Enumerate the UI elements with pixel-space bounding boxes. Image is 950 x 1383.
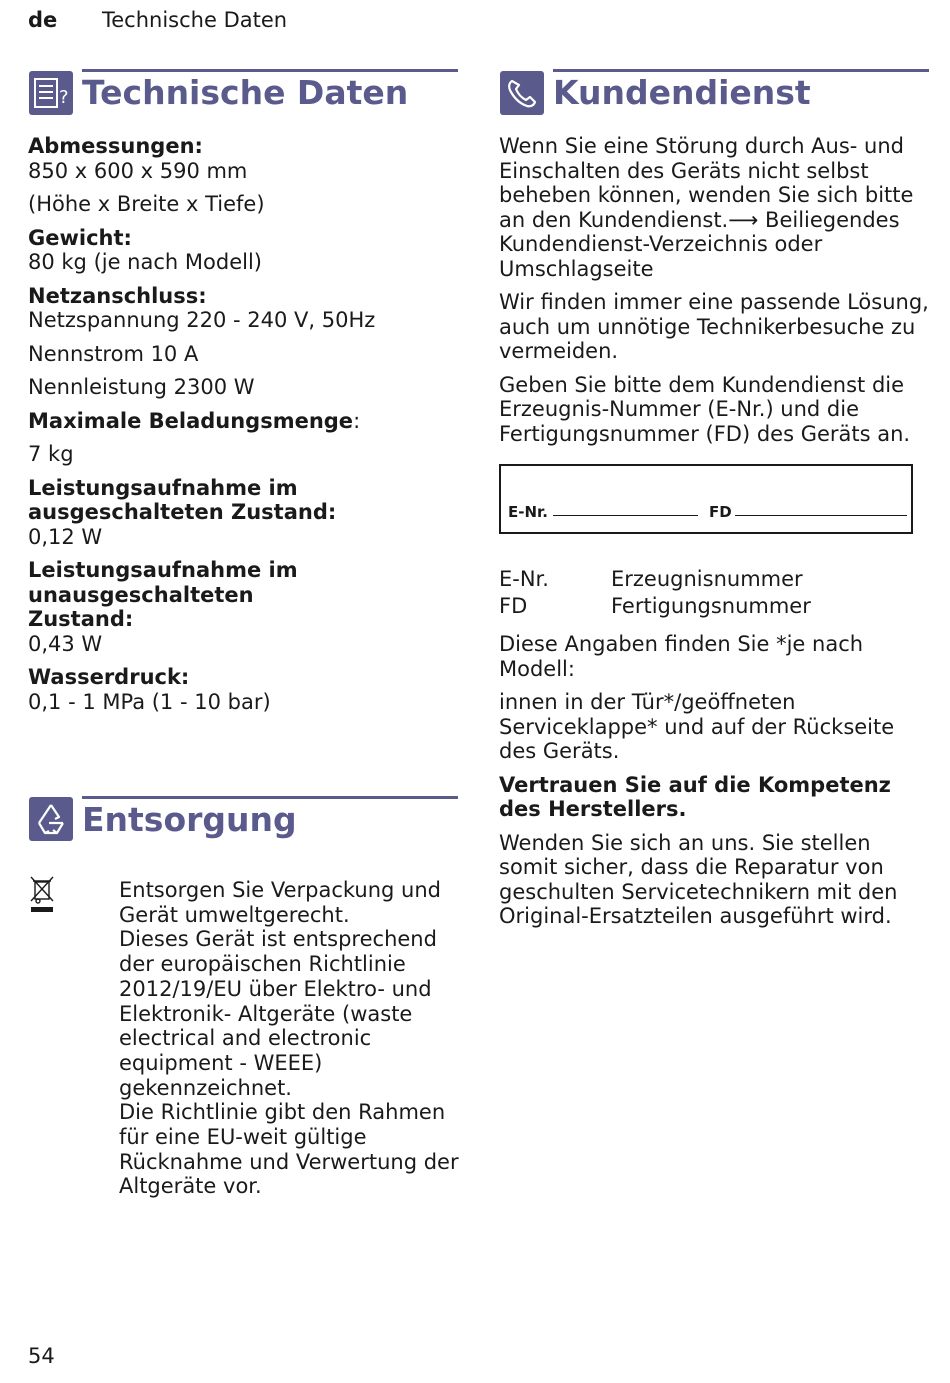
rating-plate-box: [499, 464, 913, 534]
box-fd-label: FD: [709, 503, 732, 521]
abbr-value: Fertigungsnummer: [611, 593, 811, 618]
abbr-value: Erzeugnisnummer: [611, 567, 803, 591]
abbreviation-row: [499, 594, 929, 619]
disposal-paragraph: Die Richtlinie gibt den Rahmen für eine EU-weit gültige Rücknahme und Verwertung der Altgeräte vor.: [119, 1100, 459, 1199]
abbr-key: FD: [499, 593, 528, 618]
max-load-line: [28, 409, 468, 434]
service-paragraph: Wenden Sie sich an uns. Sie stellen somit sicher, dass die Reparatur von geschulten Servicetechnikern mit den Original-Ersatzteilen ausgeführt wird.: [499, 830, 898, 928]
service-column-lower: [499, 567, 929, 929]
service-paragraph: Geben Sie bitte dem Kundendienst die Erzeugnis-Nummer (E-Nr.) und die Fertigungsnummer (FD) des Geräts an.: [499, 372, 911, 446]
service-column: [499, 134, 929, 446]
disposal-heading: Entsorgung: [82, 800, 297, 839]
recycle-icon: [29, 797, 73, 841]
max-load-label: Maximale Beladungsmenge: [28, 408, 354, 433]
power-current: Nennstrom 10 A: [28, 341, 199, 366]
dimensions-value: 850 x 600 x 590 mm: [28, 158, 248, 183]
disposal-paragraph: Dieses Gerät ist entsprechend der europäischen Richtlinie 2012/19/EU über Elektro- und Elektronik- Altgeräte (waste electrical and electronic equipment - WEEE) gekennzeichnet.: [119, 927, 437, 1100]
water-pressure-value: 0,1 - 1 MPa (1 - 10 bar): [28, 689, 271, 714]
section-rule: [553, 69, 929, 72]
standby-power-label: Leistungsaufnahme im unausgeschalteten Zustand:: [28, 558, 298, 631]
service-paragraph: innen in der Tür*/geöffneten Serviceklappe* und auf der Rückseite des Geräts.: [499, 690, 895, 763]
svg-text:?: ?: [59, 87, 69, 108]
service-heading: Kundendienst: [553, 73, 811, 112]
dimensions-label: Abmessungen:: [28, 134, 203, 158]
abbreviation-row: [499, 567, 929, 592]
fd-write-line: [735, 515, 907, 516]
page-number: 54: [28, 1344, 55, 1368]
tech-heading: Technische Daten: [82, 73, 409, 112]
document-question-icon: [29, 71, 73, 115]
power-voltage: Netzspannung 220 - 240 V, 50Hz: [28, 308, 376, 332]
service-paragraph: Wir finden immer eine passende Lösung, auch um unnötige Technikerbesuche zu vermeiden.: [499, 290, 929, 363]
tech-data-column: [28, 134, 468, 714]
power-rating: Nennleistung 2300 W: [28, 375, 255, 399]
disposal-text: [119, 878, 464, 1199]
abbr-key: E-Nr.: [499, 567, 549, 591]
enr-write-line: [553, 515, 698, 516]
max-load-colon: :: [353, 408, 361, 433]
service-paragraph: Diese Angaben finden Sie *je nach Modell:: [499, 632, 864, 681]
service-intro: Wenn Sie eine Störung durch Aus- und Einschalten des Geräts nicht selbst beheben können, wenden Sie sich bitte an den Kundendienst.: [499, 134, 914, 232]
disposal-paragraph: Entsorgen Sie Verpackung und Gerät umweltgerecht.: [119, 878, 441, 927]
weight-value: 80 kg (je nach Modell): [28, 250, 262, 274]
power-label: Netzanschluss:: [28, 283, 207, 308]
max-load-value: 7 kg: [28, 442, 74, 466]
box-enr-label: E-Nr.: [508, 503, 548, 521]
section-rule: [82, 69, 458, 72]
water-pressure-label: Wasserdruck:: [28, 665, 190, 689]
off-power-value: 0,12 W: [28, 524, 103, 549]
crossed-bin-icon: [28, 874, 58, 920]
standby-power-value: 0,43 W: [28, 631, 103, 656]
header-title: Technische Daten: [102, 8, 288, 32]
service-paragraph: [499, 134, 929, 281]
off-power-label: Leistungsaufnahme im ausgeschalteten Zustand:: [28, 475, 337, 524]
dimensions-note: (Höhe x Breite x Tiefe): [28, 192, 265, 216]
arrow-icon: ⟶: [728, 207, 759, 232]
header-language: de: [28, 8, 58, 32]
trust-heading: Vertrauen Sie auf die Kompetenz des Herstellers.: [499, 772, 891, 821]
weight-label: Gewicht:: [28, 225, 132, 250]
section-rule: [82, 796, 458, 799]
telephone-icon: [500, 71, 544, 115]
service-reference: Beiliegendes Kundendienst-Verzeichnis oder Umschlagseite: [499, 207, 900, 281]
